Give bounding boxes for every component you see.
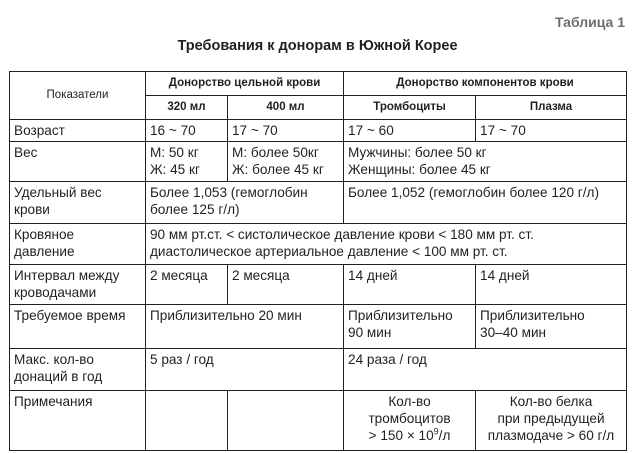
blood-pressure-label-line1: Кровяное	[14, 227, 75, 242]
weight-320ml-women: Ж: 45 кг	[150, 162, 200, 177]
notes-400ml	[228, 391, 344, 451]
age-400ml: 17 ~ 70	[228, 120, 344, 142]
row-weight	[10, 142, 627, 182]
interval-label	[10, 265, 146, 305]
weight-components-women: Женщины: более 45 кг	[348, 162, 491, 177]
row-age	[10, 120, 627, 142]
time-platelets	[344, 305, 476, 349]
time-platelets-line2: 90 мин	[348, 325, 392, 340]
row-interval	[10, 265, 627, 305]
notes-320ml	[146, 391, 228, 451]
table-number-label: Таблица 1	[554, 14, 625, 30]
header-platelets: Тромбоциты	[344, 96, 476, 120]
notes-platelets-line3	[348, 427, 471, 444]
weight-320ml-men: М: 50 кг	[150, 145, 199, 160]
row-notes	[10, 391, 627, 451]
blood-pressure-diastolic: диастолическое артериальное давление < 100 мм рт. ст.	[150, 244, 508, 259]
interval-plasma: 14 дней	[476, 265, 627, 305]
time-platelets-line1: Приблизительно	[348, 308, 453, 323]
max-donations-label-line1: Макс. кол-во	[14, 352, 94, 367]
specific-gravity-whole	[146, 182, 344, 224]
time-whole: Приблизительно 20 мин	[146, 305, 344, 349]
header-components: Донорство компонентов крови	[344, 72, 627, 96]
age-platelets: 17 ~ 60	[344, 120, 476, 142]
weight-400ml-women: Ж: более 45 кг	[232, 162, 324, 177]
row-time	[10, 305, 627, 349]
weight-components-men: Мужчины: более 50 кг	[348, 145, 487, 160]
specific-gravity-label-line1: Удельный вес	[14, 185, 102, 200]
interval-label-line2: кроводачами	[14, 285, 97, 300]
blood-pressure-label-line2: давление	[14, 244, 75, 259]
notes-plasma-line3: плазмодаче > 60 г/л	[487, 428, 615, 443]
interval-platelets: 14 дней	[344, 265, 476, 305]
header-row-1	[10, 72, 627, 96]
notes-plasma-line1: Кол-во белка	[509, 394, 593, 409]
weight-320ml	[146, 142, 228, 182]
age-plasma: 17 ~ 70	[476, 120, 627, 142]
interval-label-line1: Интервал между	[14, 268, 120, 283]
header-320ml: 320 мл	[146, 96, 228, 120]
notes-platelets	[344, 391, 476, 451]
specific-gravity-components: Более 1,052 (гемоглобин более 120 г/л)	[344, 182, 627, 224]
time-plasma-line1: Приблизительно	[480, 308, 585, 323]
blood-pressure-systolic: 90 мм рт.ст. < систолическое давление крови < 180 мм рт. ст.	[150, 227, 534, 242]
time-plasma-line2: 30–40 мин	[480, 325, 547, 340]
specific-gravity-label	[10, 182, 146, 224]
header-400ml: 400 мл	[228, 96, 344, 120]
notes-label: Примечания	[10, 391, 146, 451]
row-blood-pressure	[10, 224, 627, 265]
weight-components	[344, 142, 627, 182]
blood-pressure-value	[146, 224, 627, 265]
donor-requirements-table	[9, 71, 627, 451]
platelet-count-base: > 150 × 10	[368, 428, 434, 443]
notes-platelets-line1: Кол-во	[388, 394, 431, 409]
header-whole-blood: Донорство цельной крови	[146, 72, 344, 96]
weight-400ml-men: М: более 50кг	[232, 145, 319, 160]
interval-400ml: 2 месяца	[228, 265, 344, 305]
time-plasma	[476, 305, 627, 349]
age-320ml: 16 ~ 70	[146, 120, 228, 142]
specific-gravity-label-line2: крови	[14, 202, 50, 217]
weight-400ml	[228, 142, 344, 182]
weight-label: Вес	[10, 142, 146, 182]
max-donations-components: 24 раза / год	[344, 349, 627, 391]
platelet-count-exponent: 9	[433, 426, 439, 437]
max-donations-label	[10, 349, 146, 391]
header-indicators: Показатели	[10, 72, 146, 120]
row-specific-gravity	[10, 182, 627, 224]
max-donations-whole: 5 раз / год	[146, 349, 344, 391]
table-title: Требования к донорам в Южной Корее	[177, 38, 458, 54]
platelet-count-unit: /л	[438, 428, 451, 443]
header-plasma: Плазма	[476, 96, 627, 120]
specific-gravity-whole-line2: более 125 г/л)	[150, 202, 240, 217]
specific-gravity-whole-line1: Более 1,053 (гемоглобин	[150, 185, 308, 200]
notes-platelets-line2: тромбоцитов	[368, 411, 451, 426]
time-label: Требуемое время	[10, 305, 146, 349]
notes-plasma-line2: при предыдущей	[497, 411, 605, 426]
interval-320ml: 2 месяца	[146, 265, 228, 305]
age-label: Возраст	[10, 120, 146, 142]
row-max-donations	[10, 349, 627, 391]
blood-pressure-label	[10, 224, 146, 265]
notes-plasma	[476, 391, 627, 451]
max-donations-label-line2: донаций в год	[14, 369, 103, 384]
